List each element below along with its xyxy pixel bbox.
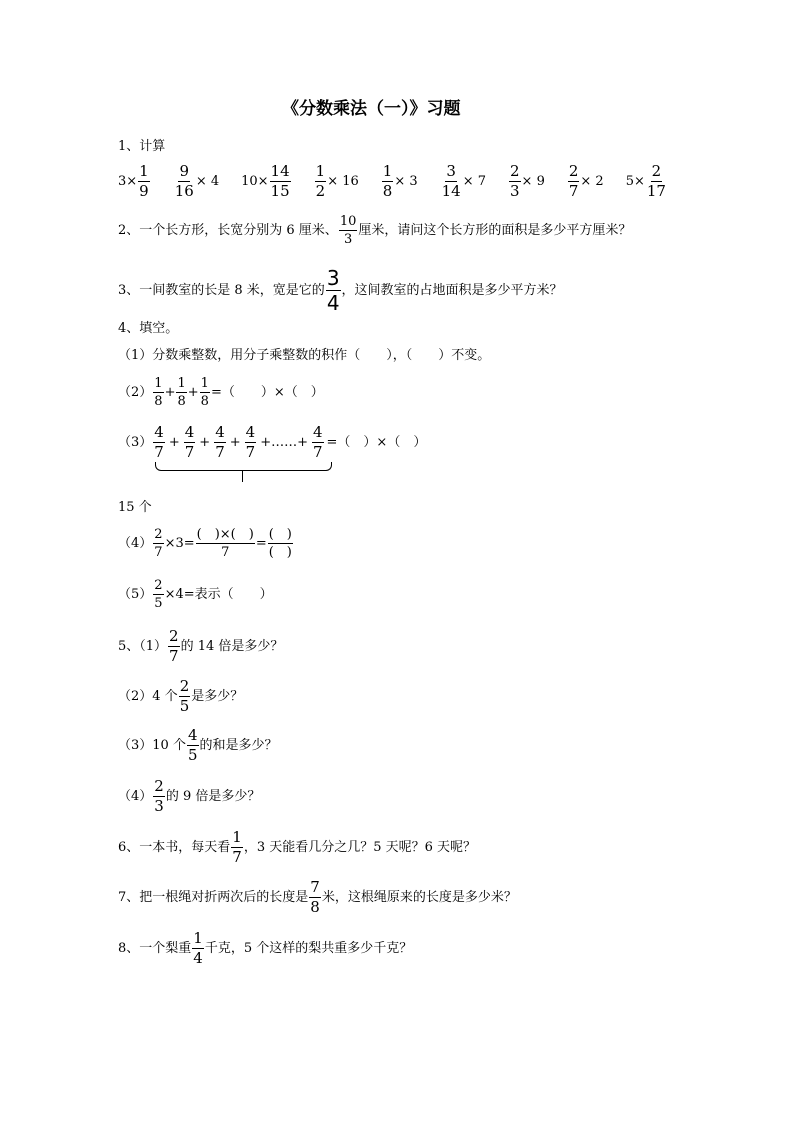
q4-part1: （1）分数乘整数，用分子乘整数的积作（ ），（ ）不变。 xyxy=(118,348,491,363)
brace-label: 15 个 xyxy=(118,500,152,515)
underbrace-tip xyxy=(242,470,243,482)
q4-part3: （3） 4 7 + $\frac{4}{7}$ + $\frac{4}{7}$ + $\frac{4}{7}$ +……+ $\frac{4}{7}$ =（ ）×（ ） xyxy=(118,423,427,461)
calc-item: $\frac{1}{2}$ × 16 xyxy=(315,162,359,200)
page-title: 《分数乘法（一）》习题 xyxy=(282,99,461,119)
question-6: 6、一本书，每天看 1 7 ，3 天能看几分之几？5 天呢？6 天呢？ xyxy=(118,828,477,866)
q5-part2: （2）4 个 2 5 是多少？ xyxy=(118,677,244,715)
q5-part4: （4） 2 3 的 9 倍是多少？ xyxy=(118,777,261,815)
calc-item: $\frac{2}{7}$ × 2 xyxy=(568,162,604,200)
question-7: 7、把一根绳对折两次后的长度是 7 8 米，这根绳原来的长度是多少米？ xyxy=(118,878,517,916)
q4-part2: （2） 1 8 + $\frac{1}{8}$ + $\frac{1}{8}$ =（ ）×（ ） xyxy=(118,376,324,409)
q5-part3: （3）10 个 4 5 的和是多少？ xyxy=(118,726,278,764)
q4-part5: （5） $\frac{2}{5}$ ×4=表示（ ） xyxy=(118,578,273,611)
q4-part4: （4） $\frac{2}{7}$ ×3= ( )×( ) 7 = ( ) ( ) xyxy=(118,527,292,560)
calc-item: 5× $\frac{2}{17}$ xyxy=(625,162,666,200)
question-2: 2、一个长方形，长宽分别为 6 厘米、 10 3 厘米，请问这个长方形的面积是多少平方厘米？ xyxy=(118,214,632,247)
calc-item: $\frac{3}{14}$ × 7 xyxy=(441,162,486,200)
underbrace xyxy=(155,462,332,471)
q4-label: 4、填空。 xyxy=(118,321,179,336)
calc-item: $\frac{9}{16}$ × 4 xyxy=(174,162,220,200)
calc-item: $\frac{1}{8}$ × 3 xyxy=(382,162,418,200)
q5-part1: 5、（1） 2 7 的 14 倍是多少？ xyxy=(118,627,284,665)
q1-items xyxy=(118,164,668,199)
question-8: 8、一个梨重 1 4 千克，5 个这样的梨共重多少千克？ xyxy=(118,929,413,967)
q1-label: 1、计算 xyxy=(118,139,166,154)
calc-item: 10× $\frac{14}{15}$ xyxy=(241,162,290,200)
calc-item: $\frac{2}{3}$ × 9 xyxy=(510,162,545,200)
calc-item: 3× $\frac{1}{9}$ xyxy=(118,162,149,200)
question-3: 3、一间教室的长是 8 米，宽是它的 3 4 ，这间教室的占地面积是多少平方米？ xyxy=(118,266,563,315)
